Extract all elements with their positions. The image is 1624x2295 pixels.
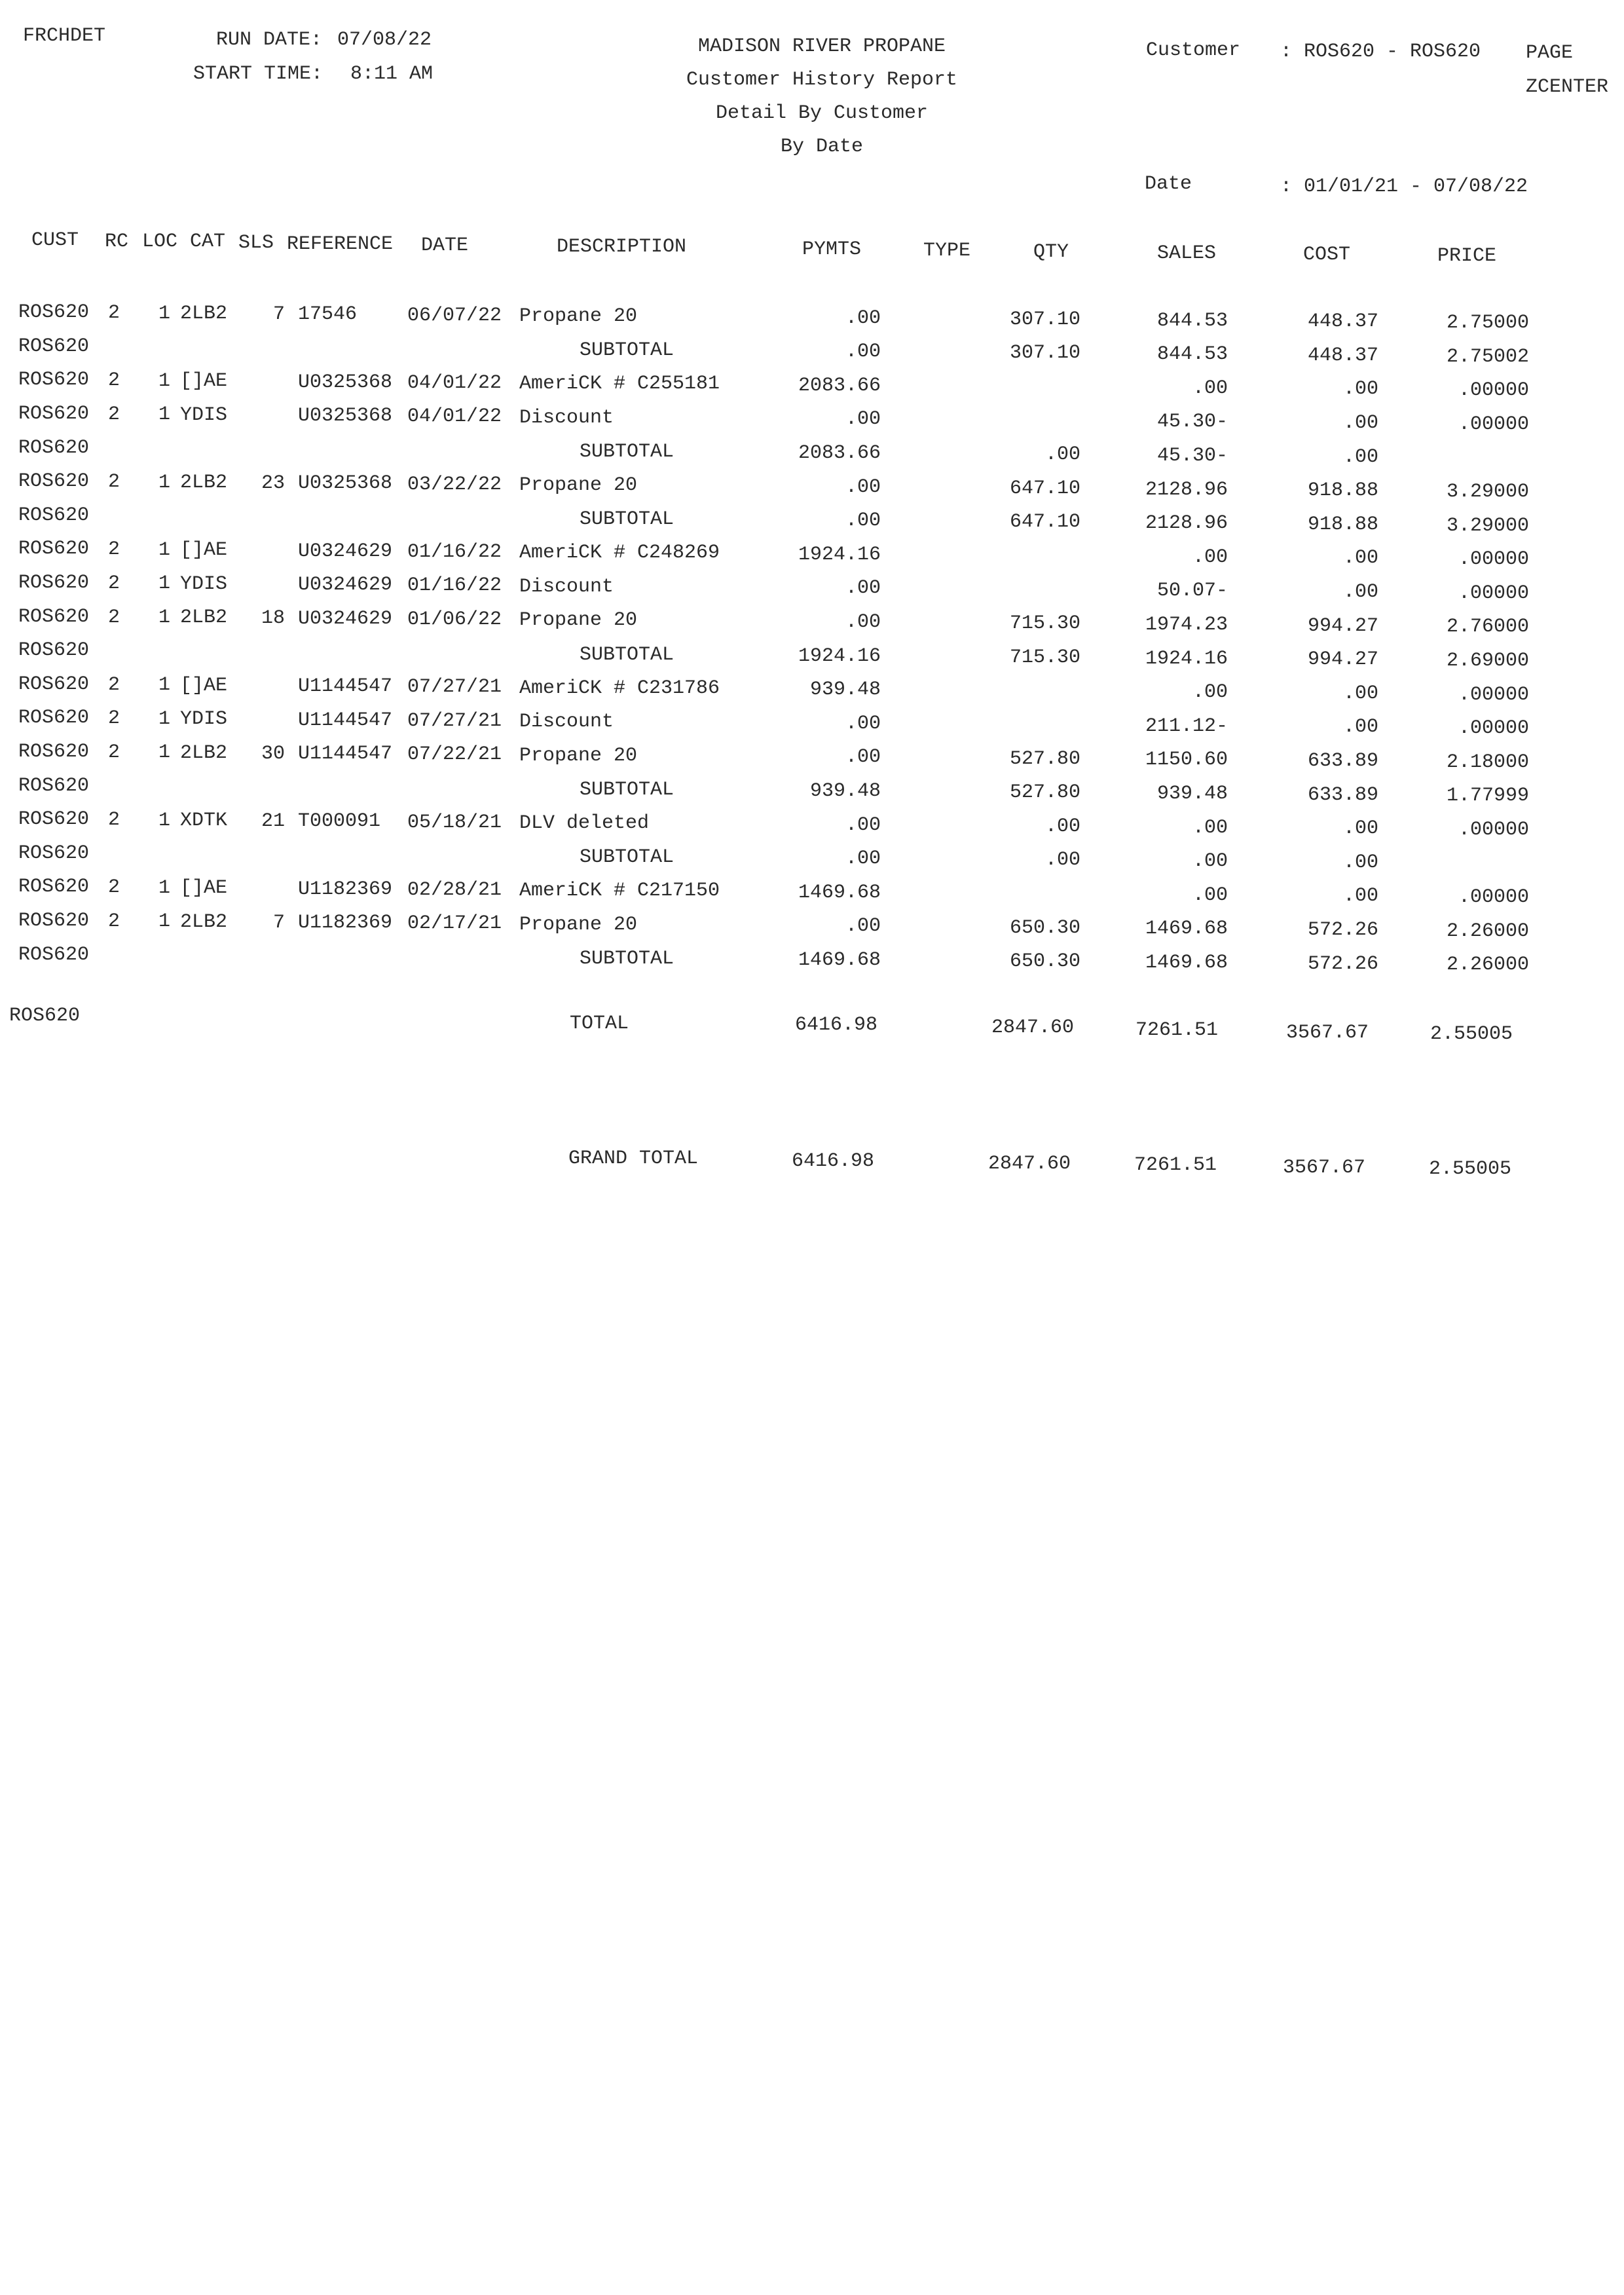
cell-cat: YDIS — [180, 572, 228, 595]
cell-cust: ROS620 — [18, 639, 90, 662]
cell-price: .00000 — [1458, 548, 1529, 571]
cell-price: 1.77999 — [1446, 785, 1529, 808]
cell-pymts: 2083.66 — [798, 374, 881, 397]
customer-label: Customer — [1146, 39, 1241, 62]
cell-loc: 1 — [158, 876, 170, 899]
cell-reference: T000091 — [298, 810, 381, 833]
cell-sales: 1924.16 — [1145, 647, 1228, 670]
cell-price: 3.29000 — [1446, 480, 1529, 503]
cell-qty: 527.80 — [1009, 781, 1080, 804]
cell-subtotal-label: SUBTOTAL — [580, 846, 674, 869]
cell-sls: 23 — [261, 472, 285, 494]
cell-cust: ROS620 — [18, 808, 90, 831]
cell-subtotal-label: SUBTOTAL — [580, 948, 674, 971]
cell-rc: 2 — [108, 538, 120, 561]
grand-total-qty: 2847.60 — [987, 1153, 1071, 1175]
cell-rc: 2 — [108, 809, 120, 832]
cell-price: 3.29000 — [1446, 514, 1529, 537]
col-loc: LOC — [142, 231, 178, 253]
cell-rc: 2 — [108, 741, 120, 764]
cell-qty: 647.10 — [1009, 477, 1080, 500]
cell-cost: .00 — [1342, 378, 1378, 401]
cell-cost: .00 — [1342, 412, 1378, 435]
col-sls: SLS — [238, 232, 274, 254]
cell-pymts: .00 — [845, 746, 881, 769]
cell-reference: U0325368 — [298, 472, 393, 495]
cell-loc: 1 — [158, 741, 170, 764]
col-date: DATE — [421, 234, 469, 257]
cell-cust: ROS620 — [18, 436, 90, 459]
cell-pymts: 1469.68 — [798, 948, 881, 971]
cell-description: Discount — [519, 406, 614, 429]
cell-pymts: .00 — [845, 712, 881, 735]
cell-pymts: .00 — [845, 915, 881, 938]
cell-cust: ROS620 — [18, 605, 90, 628]
report-code: FRCHDET — [23, 25, 106, 47]
cell-cost: .00 — [1342, 817, 1378, 840]
cell-pymts: .00 — [845, 813, 881, 836]
total-qty: 2847.60 — [991, 1017, 1074, 1039]
customer-range: : ROS620 - ROS620 — [1280, 41, 1481, 63]
cell-cost: .00 — [1342, 682, 1378, 705]
cell-qty: 647.10 — [1009, 511, 1080, 534]
cell-cat: 2LB2 — [180, 910, 228, 933]
cell-sales: 1469.68 — [1145, 951, 1228, 974]
cell-cust: ROS620 — [18, 470, 90, 493]
cell-cat: []AE — [180, 539, 228, 562]
cell-pymts: 1924.16 — [798, 644, 881, 667]
cell-loc: 1 — [158, 403, 170, 426]
cell-sales: 45.30- — [1156, 411, 1228, 434]
cell-cost: .00 — [1342, 851, 1378, 874]
company-name: MADISON RIVER PROPANE — [697, 35, 946, 58]
cell-rc: 2 — [108, 910, 120, 933]
report-title: Customer History Report — [686, 69, 958, 91]
cell-date: 05/18/21 — [407, 811, 502, 834]
cell-loc: 1 — [158, 369, 170, 392]
col-cust: CUST — [31, 229, 79, 252]
cell-cat: 2LB2 — [180, 741, 228, 764]
page-label: PAGE — [1526, 42, 1574, 64]
cell-cat: 2LB2 — [180, 472, 228, 494]
cell-cost: 994.27 — [1307, 648, 1378, 671]
cell-subtotal-label: SUBTOTAL — [580, 643, 674, 666]
cell-price: .00000 — [1458, 886, 1529, 909]
cell-loc: 1 — [158, 302, 170, 325]
cell-cust: ROS620 — [18, 707, 90, 730]
cell-sales: 2128.96 — [1145, 478, 1228, 501]
cell-sls: 7 — [272, 303, 285, 326]
cell-price: .00000 — [1458, 413, 1529, 436]
col-rc: RC — [105, 231, 129, 253]
cell-date: 07/27/21 — [407, 709, 502, 732]
cell-pymts: .00 — [845, 408, 881, 431]
report-sort: By Date — [780, 136, 864, 158]
cell-price: .00000 — [1458, 379, 1529, 402]
cell-date: 01/16/22 — [407, 540, 502, 563]
date-range: : 01/01/21 - 07/08/22 — [1280, 176, 1528, 198]
cell-cust: ROS620 — [18, 741, 90, 763]
center-code: ZCENTER — [1526, 76, 1609, 98]
cell-pymts: .00 — [845, 610, 881, 633]
cell-loc: 1 — [158, 707, 170, 730]
cell-cust: ROS620 — [18, 943, 90, 966]
cell-cost: 918.88 — [1307, 513, 1378, 536]
total-cust: ROS620 — [9, 1005, 81, 1027]
cell-cust: ROS620 — [18, 301, 90, 324]
cell-date: 04/01/22 — [407, 405, 502, 428]
cell-cat: []AE — [180, 674, 228, 697]
grand-total-label: GRAND TOTAL — [568, 1148, 699, 1170]
cell-pymts: .00 — [845, 510, 881, 532]
grand-total-pymts: 6416.98 — [791, 1150, 874, 1172]
cell-sales: .00 — [1192, 816, 1228, 839]
cell-sales: 1974.23 — [1145, 613, 1228, 636]
col-cat: CAT — [190, 231, 226, 253]
cell-sales: 844.53 — [1156, 309, 1228, 332]
cell-cost: .00 — [1342, 581, 1378, 604]
cell-sales: 844.53 — [1156, 343, 1228, 366]
cell-description: Discount — [519, 575, 614, 598]
cell-cost: .00 — [1342, 547, 1378, 570]
cell-sales: .00 — [1192, 546, 1228, 569]
cell-sales: .00 — [1192, 377, 1228, 400]
cell-price: .00000 — [1458, 582, 1529, 605]
cell-price: 2.75000 — [1446, 311, 1529, 334]
cell-date: 06/07/22 — [407, 304, 502, 327]
cell-price: .00000 — [1458, 818, 1529, 841]
cell-qty: 650.30 — [1009, 916, 1080, 939]
cell-cat: []AE — [180, 877, 228, 900]
cell-cat: YDIS — [180, 403, 228, 426]
cell-description: AmeriCK # C231786 — [519, 677, 720, 700]
cell-reference: U0324629 — [298, 540, 393, 563]
total-label: TOTAL — [570, 1013, 629, 1035]
cell-pymts: 939.48 — [809, 679, 881, 701]
cell-reference: U1182369 — [298, 912, 393, 935]
cell-cost: 633.89 — [1307, 783, 1378, 806]
cell-description: Discount — [519, 711, 614, 734]
cell-cust: ROS620 — [18, 538, 90, 561]
cell-pymts: .00 — [845, 577, 881, 600]
cell-cat: 2LB2 — [180, 606, 228, 629]
cell-cust: ROS620 — [18, 369, 90, 392]
cell-rc: 2 — [108, 471, 120, 494]
col-pymts: PYMTS — [802, 238, 862, 261]
start-time: 8:11 AM — [350, 63, 434, 85]
cell-date: 02/28/21 — [407, 878, 502, 901]
cell-loc: 1 — [158, 572, 170, 595]
cell-rc: 2 — [108, 673, 120, 696]
cell-description: AmeriCK # C217150 — [519, 880, 720, 903]
cell-loc: 1 — [158, 606, 170, 629]
cell-reference: U0325368 — [298, 371, 393, 394]
cell-loc: 1 — [158, 910, 170, 933]
cell-loc: 1 — [158, 538, 170, 561]
cell-cost: 448.37 — [1307, 310, 1378, 333]
grand-total-price: 2.55005 — [1428, 1158, 1511, 1180]
cell-description: Propane 20 — [519, 744, 638, 767]
cell-pymts: 1924.16 — [798, 543, 881, 566]
cell-price: .00000 — [1458, 683, 1529, 706]
cell-cost: 633.89 — [1307, 750, 1378, 773]
cell-cost: 572.26 — [1307, 919, 1378, 942]
cell-pymts: .00 — [845, 848, 881, 870]
cell-date: 07/22/21 — [407, 743, 502, 766]
cell-date: 01/06/22 — [407, 608, 502, 631]
cell-price: .00000 — [1458, 717, 1529, 740]
run-date: 07/08/22 — [337, 29, 432, 51]
cell-description: AmeriCK # C248269 — [519, 542, 720, 565]
grand-total-cost: 3567.67 — [1282, 1157, 1365, 1179]
cell-qty: 527.80 — [1009, 747, 1080, 770]
cell-subtotal-label: SUBTOTAL — [580, 441, 674, 464]
cell-qty: .00 — [1044, 849, 1080, 872]
cell-sls: 7 — [272, 911, 285, 934]
cell-subtotal-label: SUBTOTAL — [580, 339, 674, 362]
cell-reference: U0325368 — [298, 405, 393, 428]
cell-sales: 45.30- — [1156, 444, 1228, 467]
cell-sales: 1469.68 — [1145, 918, 1228, 941]
cell-sales: .00 — [1192, 850, 1228, 873]
cell-sales: .00 — [1192, 681, 1228, 704]
total-pymts: 6416.98 — [794, 1014, 877, 1036]
cell-price: 2.18000 — [1446, 751, 1529, 774]
cell-sales: 211.12- — [1145, 715, 1228, 737]
cell-pymts: .00 — [845, 307, 881, 329]
cell-date: 07/27/21 — [407, 676, 502, 699]
cell-rc: 2 — [108, 302, 120, 325]
cell-rc: 2 — [108, 707, 120, 730]
cell-qty: 650.30 — [1009, 950, 1080, 973]
cell-sales: 1150.60 — [1145, 749, 1228, 772]
cell-rc: 2 — [108, 572, 120, 595]
cell-cat: 2LB2 — [180, 303, 228, 326]
cell-reference: U0324629 — [298, 574, 393, 597]
cell-description: AmeriCK # C255181 — [519, 373, 720, 396]
col-price: PRICE — [1437, 245, 1497, 267]
cell-price: 2.75002 — [1446, 345, 1529, 368]
cell-cust: ROS620 — [18, 673, 90, 696]
cell-pymts: .00 — [845, 341, 881, 364]
cell-cust: ROS620 — [18, 335, 90, 358]
cell-cost: .00 — [1342, 885, 1378, 908]
cell-cost: 918.88 — [1307, 479, 1378, 502]
cell-subtotal-label: SUBTOTAL — [580, 508, 674, 531]
cell-qty: 307.10 — [1009, 308, 1080, 331]
cell-date: 01/16/22 — [407, 574, 502, 597]
cell-date: 02/17/21 — [407, 912, 502, 935]
cell-qty: .00 — [1044, 815, 1080, 838]
cell-sales: 50.07- — [1156, 580, 1228, 603]
cell-cust: ROS620 — [18, 774, 90, 797]
cell-description: DLV deleted — [519, 812, 650, 834]
cell-reference: U0324629 — [298, 607, 393, 630]
cell-price: 2.76000 — [1446, 616, 1529, 639]
cell-rc: 2 — [108, 369, 120, 392]
cell-date: 04/01/22 — [407, 371, 502, 394]
cell-sls: 21 — [261, 810, 285, 832]
total-cost: 3567.67 — [1285, 1022, 1369, 1044]
cell-sales: 2128.96 — [1145, 512, 1228, 535]
col-cost: COST — [1303, 244, 1351, 266]
cell-cust: ROS620 — [18, 910, 90, 932]
cell-reference: U1144547 — [298, 675, 393, 698]
cell-cat: YDIS — [180, 708, 228, 731]
start-time-label: START TIME: — [193, 63, 323, 85]
cell-loc: 1 — [158, 674, 170, 697]
cell-qty: 715.30 — [1009, 646, 1080, 669]
cell-sls: 30 — [261, 742, 285, 765]
col-qty: QTY — [1033, 241, 1069, 263]
cell-reference: U1182369 — [298, 878, 393, 901]
cell-sales: .00 — [1192, 884, 1228, 906]
cell-cust: ROS620 — [18, 876, 90, 899]
cell-cost: .00 — [1342, 716, 1378, 739]
total-sales: 7261.51 — [1135, 1019, 1218, 1041]
cell-cust: ROS620 — [18, 572, 90, 594]
cell-date: 03/22/22 — [407, 473, 502, 496]
cell-rc: 2 — [108, 403, 120, 426]
cell-qty: 307.10 — [1009, 342, 1080, 365]
run-date-label: RUN DATE: — [216, 29, 323, 51]
col-reference: REFERENCE — [287, 233, 394, 255]
grand-total-sales: 7261.51 — [1134, 1154, 1217, 1176]
cell-cost: 448.37 — [1307, 344, 1378, 367]
cell-cust: ROS620 — [18, 403, 90, 425]
cell-price: 2.69000 — [1446, 649, 1529, 672]
report-subtitle: Detail By Customer — [715, 102, 929, 124]
cell-reference: 17546 — [298, 303, 358, 326]
cell-description: Propane 20 — [519, 913, 638, 936]
cell-qty: .00 — [1044, 443, 1080, 466]
cell-sls: 18 — [261, 607, 285, 630]
cell-reference: U1144547 — [298, 743, 393, 766]
cell-pymts: 1469.68 — [798, 881, 881, 904]
col-type: TYPE — [923, 240, 971, 262]
cell-loc: 1 — [158, 471, 170, 494]
cell-qty: 715.30 — [1009, 612, 1080, 635]
cell-sales: 939.48 — [1156, 782, 1228, 805]
cell-description: Propane 20 — [519, 474, 638, 496]
cell-cat: XDTK — [180, 810, 228, 832]
cell-description: Propane 20 — [519, 305, 638, 327]
date-label: Date — [1145, 173, 1192, 195]
cell-pymts: 939.48 — [809, 779, 881, 802]
col-sales: SALES — [1157, 242, 1217, 265]
cell-pymts: .00 — [845, 476, 881, 498]
cell-price: 2.26000 — [1446, 920, 1529, 942]
total-price: 2.55005 — [1430, 1023, 1513, 1045]
cell-cust: ROS620 — [18, 504, 90, 527]
cell-cust: ROS620 — [18, 842, 90, 865]
cell-description: Propane 20 — [519, 609, 638, 632]
cell-pymts: 2083.66 — [798, 441, 881, 464]
cell-loc: 1 — [158, 809, 170, 832]
cell-price: 2.26000 — [1446, 954, 1529, 977]
cell-cost: 994.27 — [1307, 614, 1378, 637]
cell-rc: 2 — [108, 876, 120, 899]
cell-cat: []AE — [180, 370, 228, 393]
cell-cost: .00 — [1342, 445, 1378, 468]
cell-reference: U1144547 — [298, 709, 393, 732]
cell-cost: 572.26 — [1307, 952, 1378, 975]
cell-subtotal-label: SUBTOTAL — [580, 779, 674, 802]
cell-rc: 2 — [108, 606, 120, 629]
col-description: DESCRIPTION — [557, 236, 687, 258]
